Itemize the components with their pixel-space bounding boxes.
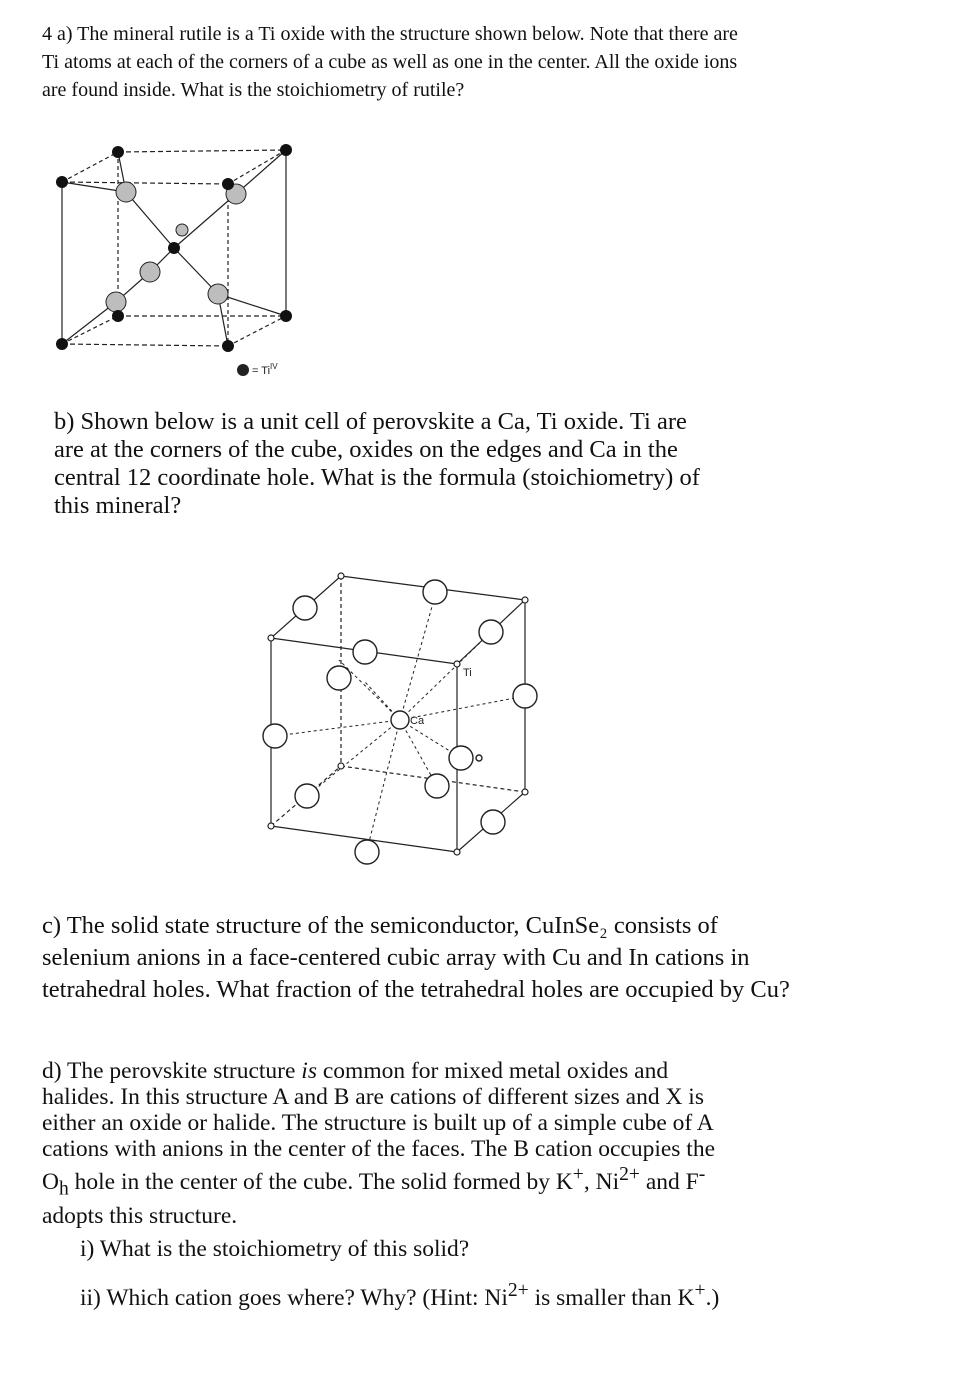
oxide-atom	[263, 724, 287, 748]
question-a-line: Ti atoms at each of the corners of a cube as well as one in the center. All the oxide ions	[42, 51, 738, 73]
oxide-atom	[449, 746, 473, 770]
titanium-atom	[112, 310, 124, 322]
question-d-text: hole in the center of the cube. The solid formed by K	[68, 1168, 573, 1195]
oxide-atom	[208, 284, 228, 304]
oxide-atom	[479, 620, 503, 644]
legend-titanium-symbol	[237, 364, 249, 376]
question-c-line: tetrahedral holes. What fraction of the tetrahedral holes are occupied by Cu?	[42, 976, 790, 1003]
superscript: 2+	[507, 1280, 529, 1301]
question-a-line: 4 a) The mineral rutile is a Ti oxide with the structure shown below. Note that there are	[42, 23, 738, 45]
superscript: 2+	[619, 1164, 640, 1185]
question-d-text: ii) Which cation goes where? Why? (Hint: Ni	[80, 1284, 508, 1311]
titanium-atom	[268, 823, 274, 829]
titanium-atom	[168, 242, 180, 254]
question-d-line: adopts this structure.	[42, 1202, 238, 1229]
oxide-atom	[513, 684, 537, 708]
superscript: +	[694, 1280, 706, 1301]
ca-label: Ca	[410, 715, 425, 727]
titanium-atom	[222, 340, 234, 352]
oxide-atom	[327, 666, 351, 690]
question-b-line: b) Shown below is a unit cell of perovskite a Ca, Ti oxide. Ti are	[54, 408, 687, 435]
titanium-atom	[338, 763, 344, 769]
titanium-atom	[280, 144, 292, 156]
question-d-text: is smaller than K	[528, 1284, 695, 1311]
question-a-line: are found inside. What is the stoichiometry of rutile?	[42, 79, 465, 101]
question-d-line	[42, 1058, 922, 1084]
titanium-atom	[280, 310, 292, 322]
subscript: h	[58, 1178, 69, 1200]
titanium-atom	[56, 176, 68, 188]
question-c	[42, 910, 942, 1006]
question-c-line: c) The solid state structure of the semiconductor, CuInSe₂ consists of	[42, 912, 718, 939]
perovskite-structure-figure	[255, 560, 555, 870]
question-b-line: central 12 coordinate hole. What is the formula (stoichiometry) of	[54, 464, 700, 491]
question-c-line: selenium anions in a face-centered cubic array with Cu and In cations in	[42, 944, 750, 971]
rutile-structure-figure	[40, 130, 310, 390]
question-b-line: are at the corners of the cube, oxides on the edges and Ca in the	[54, 436, 678, 463]
question-d	[42, 1058, 922, 1229]
superscript: +	[572, 1164, 584, 1185]
titanium-atom	[56, 338, 68, 350]
question-d-text: common for mixed metal oxides and	[322, 1058, 669, 1084]
titanium-atom	[112, 146, 124, 158]
question-b	[54, 408, 914, 520]
oxide-atom	[116, 182, 136, 202]
titanium-atom	[338, 573, 344, 579]
question-d-line: either an oxide or halide. The structure is built up of a simple cube of A	[42, 1110, 714, 1136]
oxide-atom	[106, 292, 126, 312]
oxide-atom	[423, 580, 447, 604]
question-d-text: d) The perovskite structure	[42, 1058, 296, 1084]
legend-label: = $Ti^{IV}$	[252, 362, 278, 377]
oxide-atom	[295, 784, 319, 808]
titanium-atom	[222, 178, 234, 190]
question-d-sub-ii	[80, 1280, 719, 1312]
calcium-atom	[391, 711, 409, 729]
question-d-text: .)	[705, 1284, 720, 1311]
ti-label: Ti	[463, 667, 472, 679]
question-d-sub-i: i) What is the stoichiometry of this solid?	[80, 1236, 470, 1262]
titanium-atom	[454, 661, 460, 667]
small-ion-marker	[476, 755, 482, 761]
question-d-text: O	[42, 1168, 59, 1195]
oxide-atom	[140, 262, 160, 282]
oxide-atom	[425, 774, 449, 798]
question-d-line: cations with anions in the center of the faces. The B cation occupies the	[42, 1136, 716, 1162]
titanium-atom	[268, 635, 274, 641]
oxide-atom	[176, 224, 188, 236]
question-d-line: halides. In this structure A and B are cations of different sizes and X is	[42, 1084, 704, 1110]
question-a	[42, 20, 922, 104]
oxide-atom	[355, 840, 379, 864]
question-d-italic: is	[301, 1058, 317, 1084]
question-d-line	[42, 1162, 922, 1203]
oxide-atom	[353, 640, 377, 664]
question-d-text: and F	[639, 1168, 699, 1195]
superscript: -	[698, 1164, 706, 1185]
question-b-line: this mineral?	[54, 492, 182, 519]
question-d-text: , Ni	[583, 1168, 620, 1195]
titanium-atom	[454, 849, 460, 855]
oxide-atom	[293, 596, 317, 620]
titanium-atom	[522, 789, 528, 795]
oxide-atom	[481, 810, 505, 834]
titanium-atom	[522, 597, 528, 603]
